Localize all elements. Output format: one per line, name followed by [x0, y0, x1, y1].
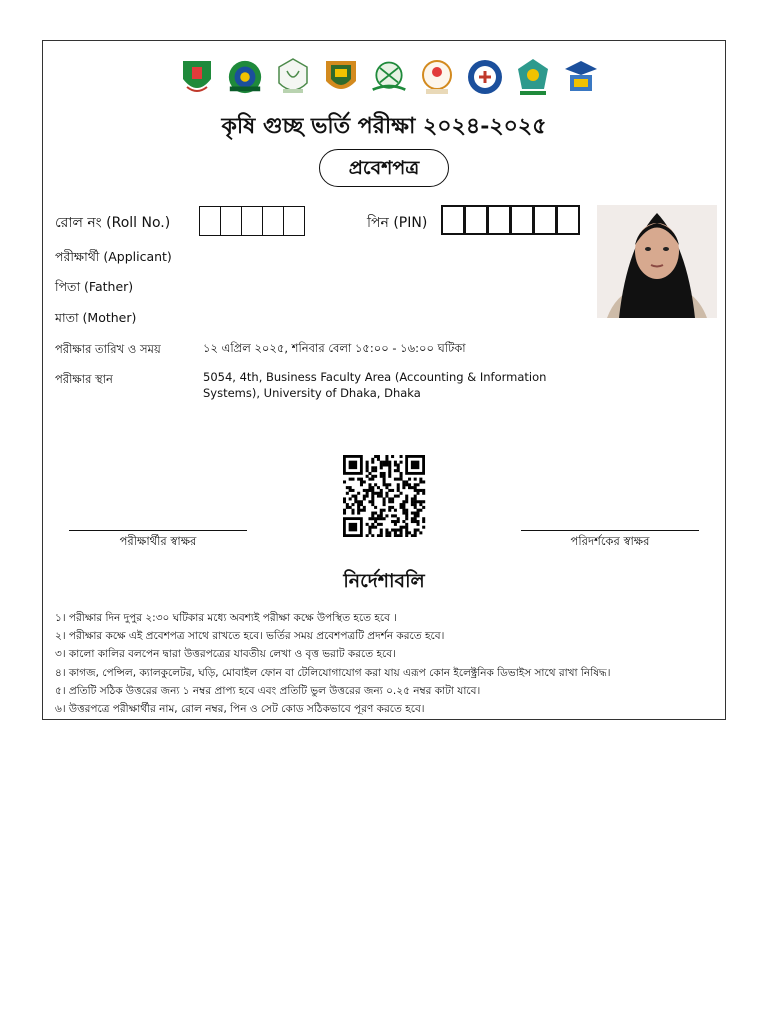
instruction-item: ৬। উত্তরপত্রে পরীক্ষার্থীর নাম, রোল নম্বর, পিন ও সেট কোড সঠিকভাবে পূরণ করতে হবে।: [55, 703, 425, 716]
admit-card-heading: প্রবেশপত্র: [319, 149, 449, 187]
university-logo-5: [370, 57, 408, 97]
venue-value-line1: 5054, 4th, Business Faculty Area (Accounting & Information: [203, 370, 547, 384]
father-label: পিতা (Father): [55, 279, 134, 294]
instruction-item: ১। পরীক্ষার দিন দুপুর ২:৩০ ঘটিকার মধ্যে অবশ্যই পরীক্ষা কক্ষে উপস্থিত হতে হবে ।: [55, 612, 398, 624]
roll-boxes: [199, 206, 304, 236]
mother-label: মাতা (Mother): [55, 310, 137, 325]
instructions-list: [55, 609, 715, 718]
instruction-item: ২। পরীক্ষার কক্ষে এই প্রবেশপত্র সাথে রাখতে হবে। ভর্তির সময় প্রবেশপত্রটি প্রদর্শন করতে হবে।: [55, 630, 445, 643]
university-logo-1: [178, 57, 216, 97]
university-logo-6: [418, 57, 456, 97]
university-logo-9: [562, 57, 600, 97]
exam-title: কৃষি গুচ্ছ ভর্তি পরীক্ষা ২০২৪-২০২৫: [221, 113, 547, 139]
university-logo-8: [514, 57, 552, 97]
university-logo-4: [322, 57, 360, 97]
instructions-title: নির্দেশাবলি: [343, 570, 425, 592]
pin-boxes: [441, 205, 579, 235]
university-logo-3: [274, 57, 312, 97]
invigilator-signature-line: [521, 530, 699, 531]
applicant-photo: [597, 205, 717, 318]
invigilator-signature-label: পরিদর্শকের স্বাক্ষর: [570, 534, 650, 548]
applicant-signature-line: [69, 530, 247, 531]
datetime-value: ১২ এপ্রিল ২০২৫, শনিবার বেলা ১৫:০০ - ১৬:০০ ঘটিকা: [203, 341, 466, 355]
pin-label: পিন (PIN): [367, 215, 428, 231]
instruction-item: ৩। কালো কালির বলপেন দ্বারা উত্তরপত্রের যাবতীয় লেখা ও বৃত্ত ভরাট করতে হবে।: [55, 648, 396, 661]
university-logo-7: [466, 57, 504, 97]
instruction-item: ৫। প্রতিটি সঠিক উত্তরের জন্য ১ নম্বর প্রাপ্য হবে এবং প্রতিটি ভুল উত্তরের জন্য ০.২৫ নম্বর কাটা যাবে।: [55, 684, 481, 697]
venue-label: পরীক্ষার স্থান: [55, 372, 113, 386]
instruction-item: ৪। কাগজ, পেন্সিল, ক্যালকুলেটর, ঘড়ি, মোবাইল ফোন বা টেলিযোগাযোগ করা যায় এরূপ কোন ইলেক্ট্রনিক ডিভাইস সাথে রাখা নিষিদ্ধ।: [55, 666, 611, 679]
university-logo-2: [226, 57, 264, 97]
datetime-label: পরীক্ষার তারিখ ও সময়: [55, 342, 161, 356]
admit-card: [42, 40, 726, 720]
roll-label: রোল নং (Roll No.): [55, 215, 171, 231]
logo-strip: [178, 57, 608, 101]
venue-value-line2: Systems), University of Dhaka, Dhaka: [203, 386, 421, 400]
applicant-label: পরীক্ষার্থী (Applicant): [55, 249, 172, 264]
qr-code: [341, 455, 427, 537]
applicant-signature-label: পরীক্ষার্থীর স্বাক্ষর: [119, 534, 197, 548]
